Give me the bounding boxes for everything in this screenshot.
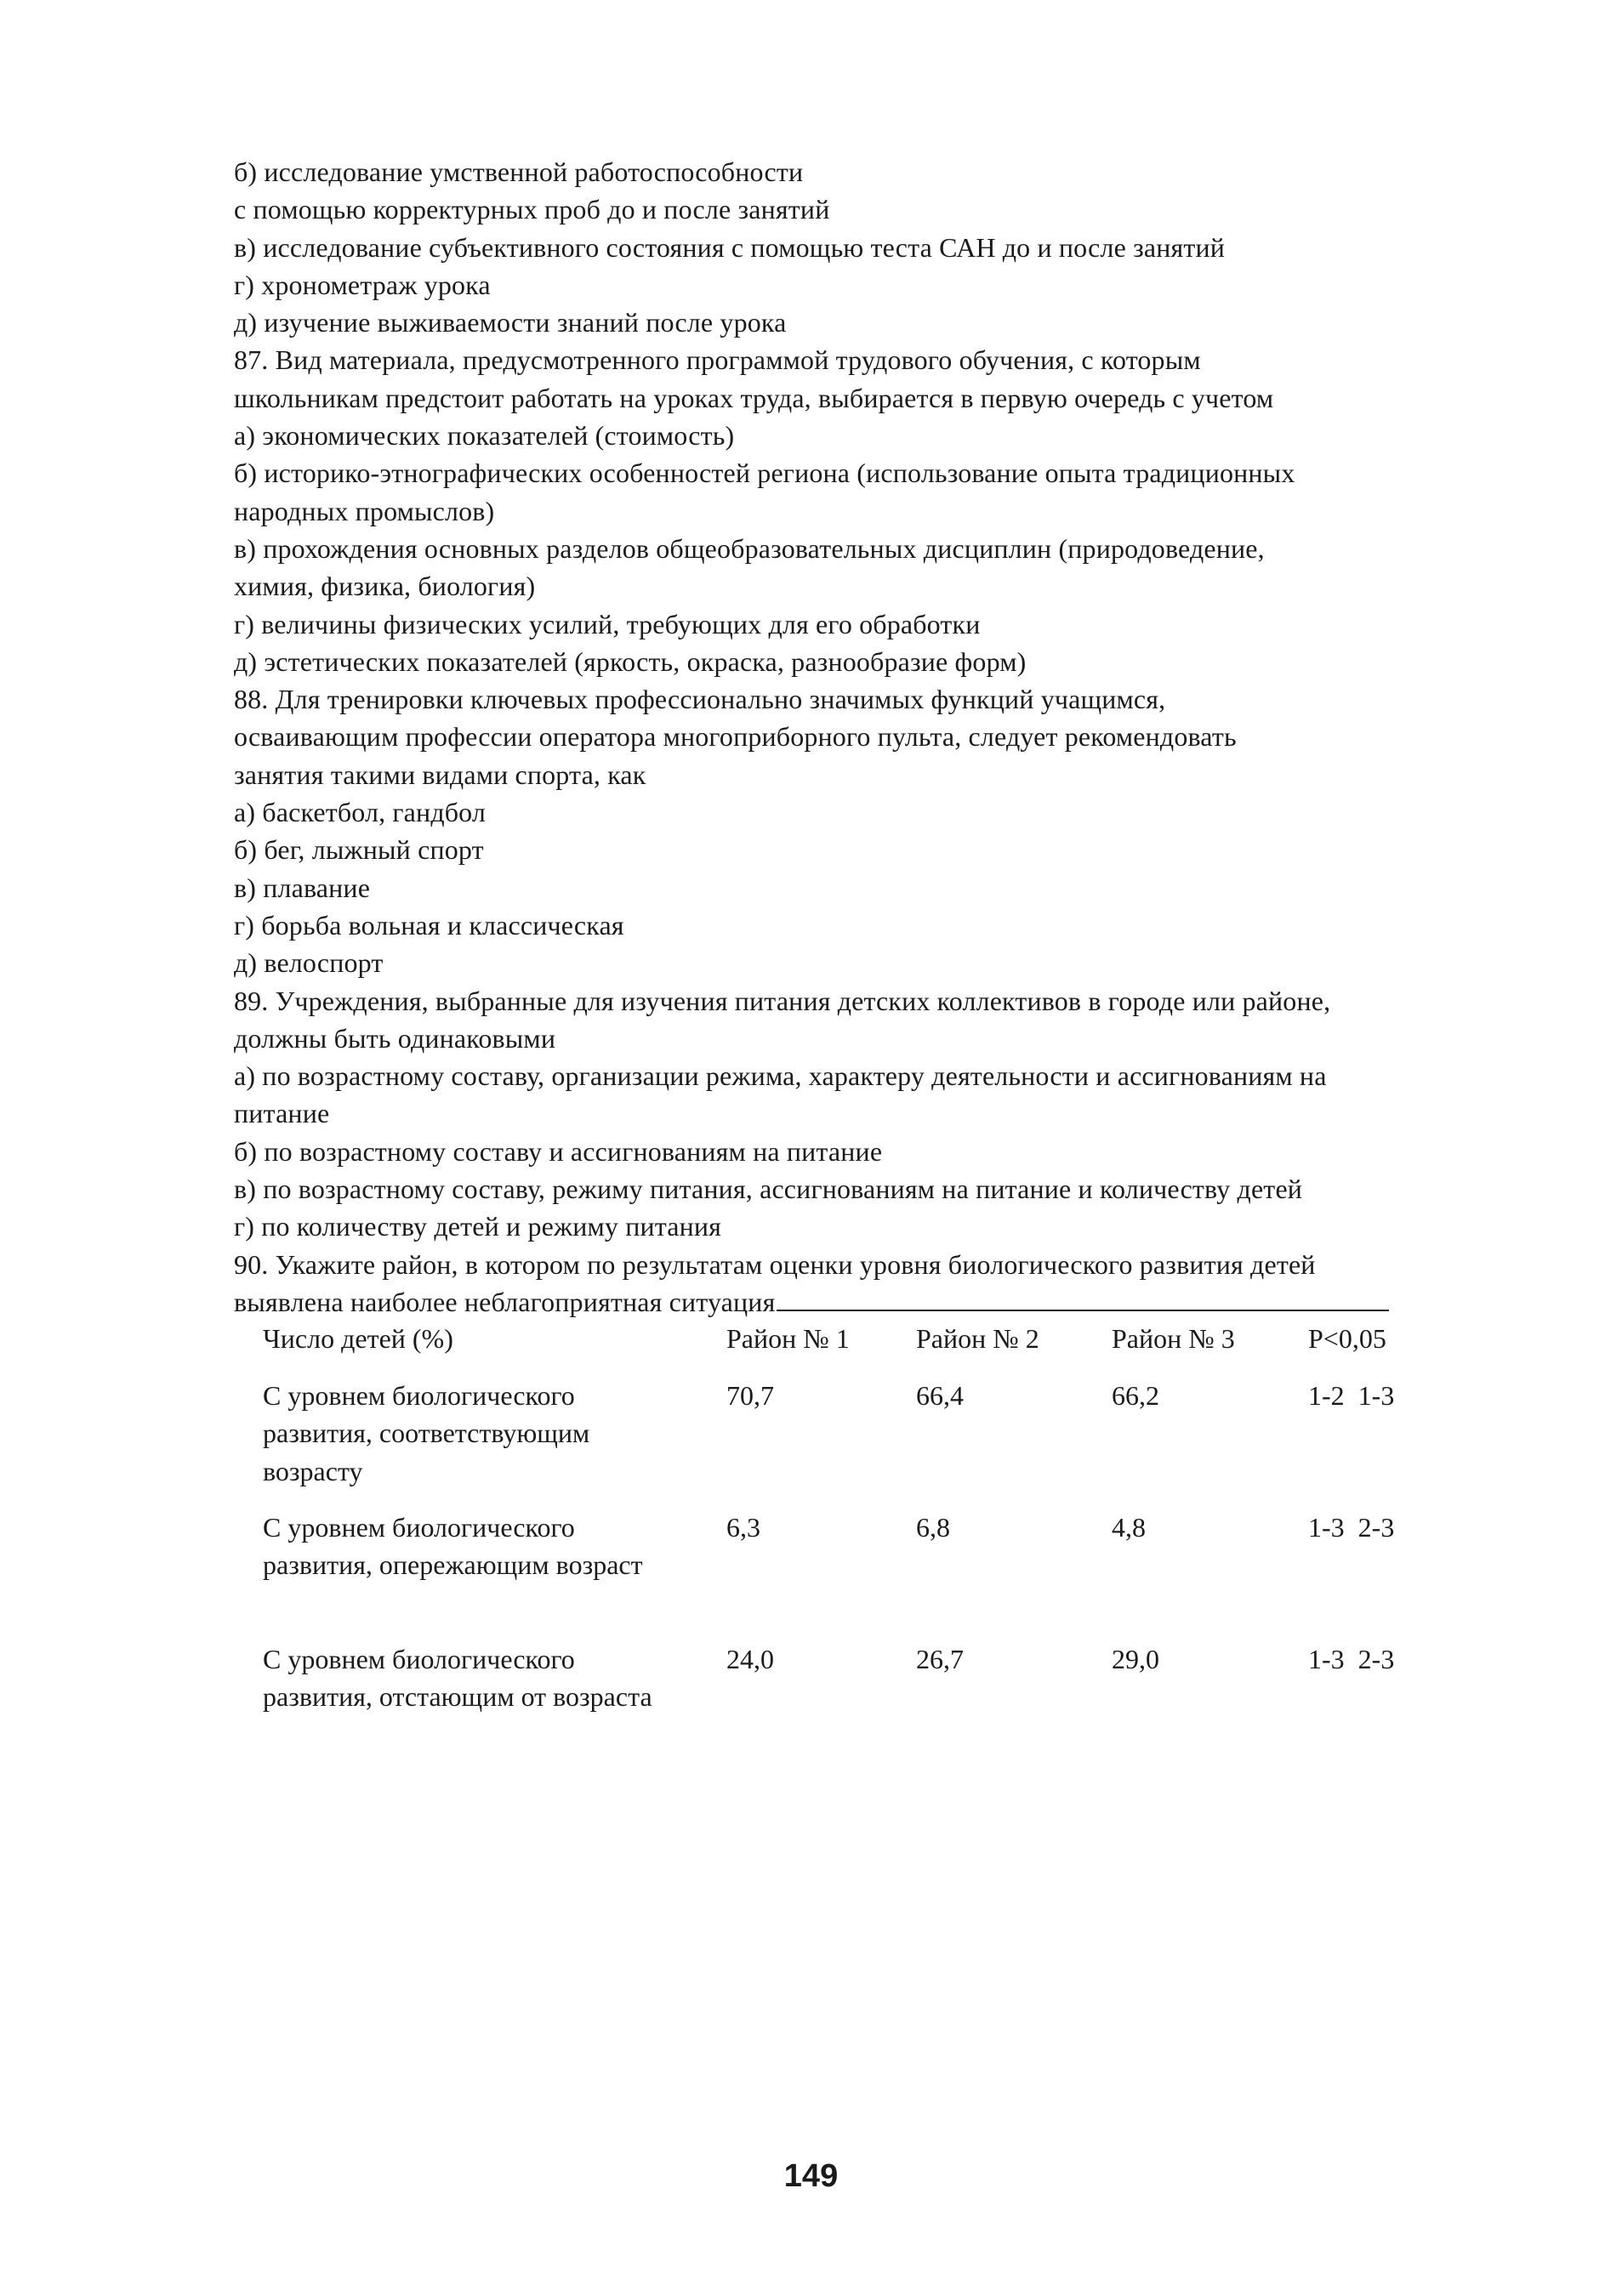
text-line: химия, физика, биология) xyxy=(234,571,536,602)
text-line: занятия такими видами спорта, как xyxy=(234,759,646,790)
table-cell: 6,3 xyxy=(726,1512,760,1543)
text-line: должны быть одинаковыми xyxy=(234,1022,556,1054)
text-line: в) плавание xyxy=(234,872,371,903)
text-line: в) прохождения основных разделов общеобразовательных дисциплин (природоведение, xyxy=(234,532,1265,564)
table-header-cell: Число детей (%) xyxy=(263,1323,453,1354)
text-line: народных промыслов) xyxy=(234,495,495,526)
table-cell: 70,7 xyxy=(726,1380,774,1411)
text-line: г) хронометраж урока xyxy=(234,269,491,300)
text-line xyxy=(234,1283,1561,1321)
table-header-cell: Район № 2 xyxy=(916,1323,1039,1354)
table-cell: 1-2 1-3 xyxy=(1308,1380,1395,1411)
text-line: б) исследование умственной работоспособности xyxy=(234,156,804,187)
table-row xyxy=(0,1640,1622,1759)
table-cell: 1-3 2-3 xyxy=(1308,1644,1395,1674)
text-line: г) борьба вольная и классическая xyxy=(234,909,624,941)
table-cell: 66,4 xyxy=(916,1380,964,1411)
text-line: д) эстетических показателей (яркость, окраска, разнообразие форм) xyxy=(234,645,1027,677)
body-text xyxy=(234,153,1561,1321)
table-cell: 26,7 xyxy=(916,1644,964,1674)
text-line: б) бег, лыжный спорт xyxy=(234,834,484,866)
table-cell: 24,0 xyxy=(726,1644,774,1674)
text-line: осваивающим профессии оператора многоприборного пульта, следует рекомендовать xyxy=(234,721,1237,753)
text-line: в) по возрастному составу, режиму питания, ассигнованиям на питание и количеству детей xyxy=(234,1174,1303,1205)
text-line: д) велоспорт xyxy=(234,947,384,979)
table-row xyxy=(0,1509,1622,1628)
text-line-content: выявлена наиболее неблагоприятная ситуация xyxy=(234,1286,776,1317)
text-line: в) исследование субъективного состояния с помощью теста САН до и после занятий xyxy=(234,231,1226,263)
text-line: с помощью корректурных проб до и после занятий xyxy=(234,194,830,225)
answer-blank-line xyxy=(777,1284,1389,1311)
table-cell: 66,2 xyxy=(1112,1380,1159,1411)
text-line: г) по количеству детей и режиму питания xyxy=(234,1211,722,1242)
data-table xyxy=(0,1320,1622,1713)
text-line: д) изучение выживаемости знаний после урока xyxy=(234,307,787,338)
text-line: б) по возрастному составу и ассигнованиям на питание xyxy=(234,1135,883,1167)
text-line: школьникам предстоит работать на уроках труда, выбирается в первую очередь с учетом xyxy=(234,382,1274,413)
table-header-cell: P<0,05 xyxy=(1308,1323,1386,1354)
table-row xyxy=(0,1377,1622,1496)
text-line: б) историко-этнографических особенностей региона (использование опыта традиционных xyxy=(234,457,1295,489)
question-88: 88. Для тренировки ключевых профессионально значимых функций учащимся, xyxy=(234,684,1166,715)
text-line: г) величины физических усилий, требующих для его обработки xyxy=(234,608,981,639)
question-89: 89. Учреждения, выбранные для изучения питания детских коллективов в городе или районе, xyxy=(234,985,1331,1016)
question-90: 90. Укажите район, в котором по результатам оценки уровня биологического развития детей xyxy=(234,1248,1316,1280)
page-number: 149 xyxy=(783,2158,839,2194)
table-cell: 6,8 xyxy=(916,1512,950,1543)
table-cell: 1-3 2-3 xyxy=(1308,1512,1395,1543)
text-line: а) экономических показателей (стоимость) xyxy=(234,420,735,452)
text-line: а) по возрастному составу, организации режима, характеру деятельности и ассигнованиям на xyxy=(234,1060,1327,1092)
question-87: 87. Вид материала, предусмотренного программой трудового обучения, с которым xyxy=(234,344,1201,376)
table-header-cell: Район № 3 xyxy=(1112,1323,1235,1354)
table-row-label: С уровнем биологического развития, соответствующим возрасту xyxy=(263,1380,590,1486)
table-row-label: С уровнем биологического развития, опережающим возраст xyxy=(263,1512,643,1581)
table-cell: 29,0 xyxy=(1112,1644,1159,1674)
table-header-row xyxy=(0,1320,1622,1357)
text-line: питание xyxy=(234,1098,330,1129)
text-line: а) баскетбол, гандбол xyxy=(234,797,487,828)
table-row-label: С уровнем биологического развития, отстающим от возраста xyxy=(263,1644,652,1713)
table-cell: 4,8 xyxy=(1112,1512,1146,1543)
table-header-cell: Район № 1 xyxy=(726,1323,850,1354)
